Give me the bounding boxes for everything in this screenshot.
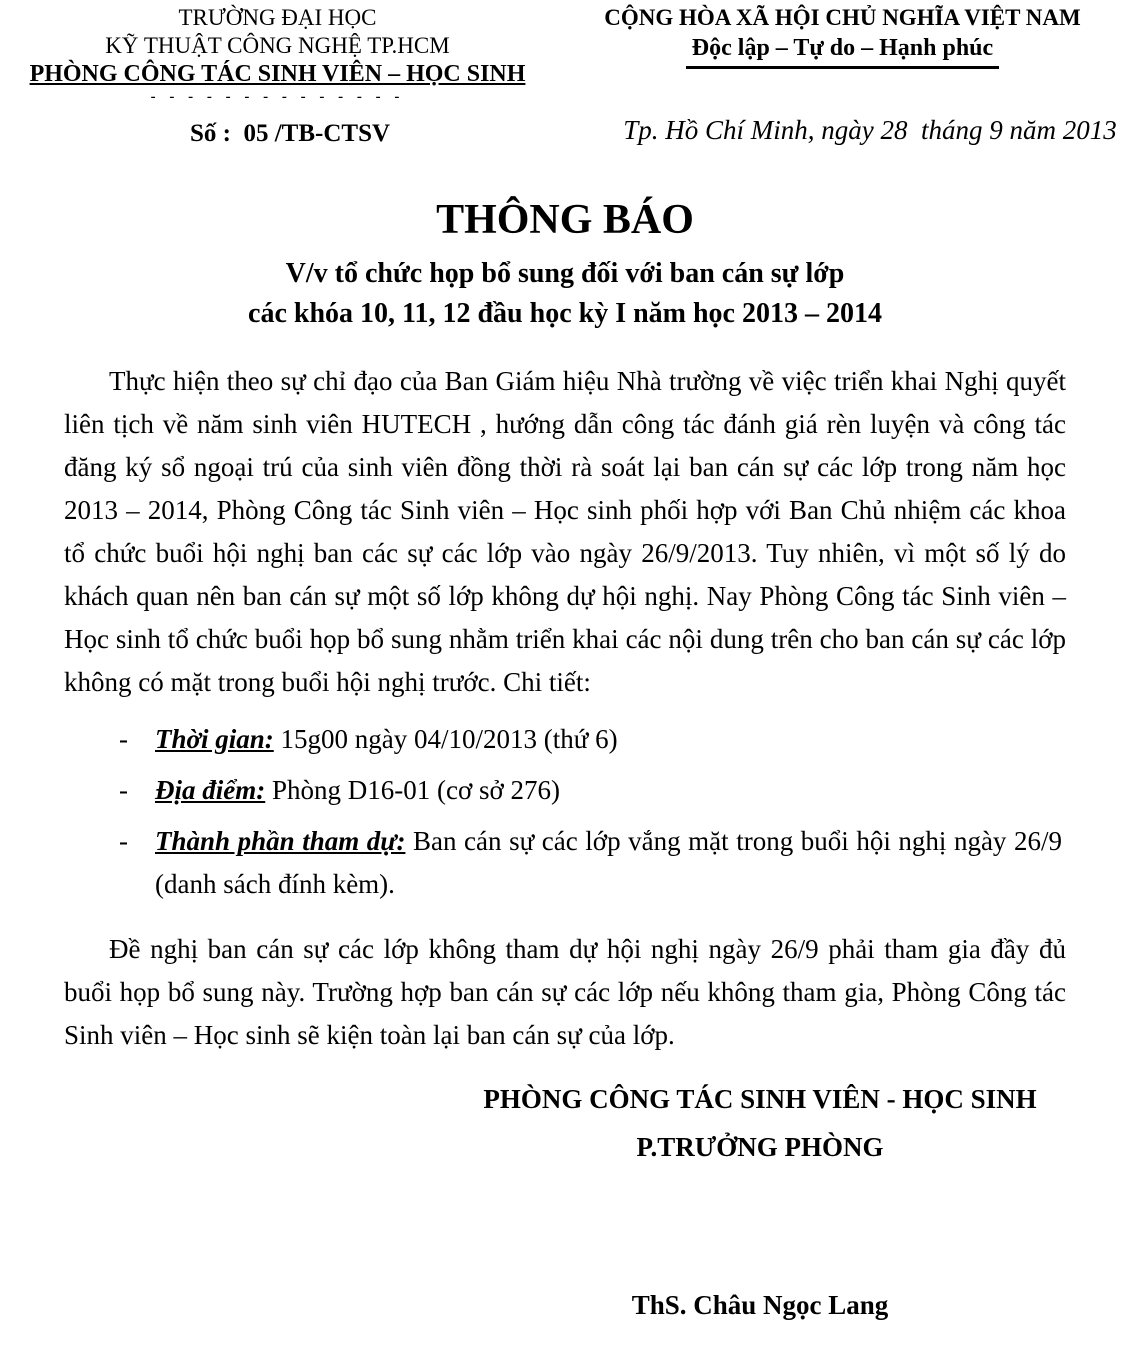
signature-org: PHÒNG CÔNG TÁC SINH VIÊN - HỌC SINH <box>483 1084 1037 1114</box>
separator-dashes: - - - - - - - - - - - - - - <box>150 89 405 105</box>
document-subtitle-line-1: V/v tổ chức họp bổ sung đối với ban cán sự lớp <box>285 258 845 289</box>
title-block <box>0 196 1130 334</box>
document-title: THÔNG BÁO <box>436 197 694 243</box>
list-item-time <box>119 718 1066 761</box>
body-paragraph-1: Thực hiện theo sự chỉ đạo của Ban Giám hiệu Nhà trường về việc triển khai Nghị quyết liên tịch về năm sinh viên HUTECH , hướng dẫn công tác đánh giá rèn luyện và công tác đăng ký sổ ngoại trú của sinh viên đồng thời rà soát lại ban cán sự các lớp trong năm học 2013 – 2014, Phòng Công tác Sinh viên – Học sinh phối hợp với Ban Chủ nhiệm các khoa tổ chức buổi hội nghị ban các sự các lớp vào ngày 26/9/2013. Tuy nhiên, vì một số lý do khách quan nên ban cán sự một số lớp không dự hội nghị. Nay Phòng Công tác Sinh viên – Học sinh tổ chức buổi họp bổ sung nhằm triển khai các nội dung trên cho ban cán sự các lớp không có mặt trong buổi hội nghị trước. Chi tiết: <box>64 366 1066 697</box>
list-item-text: 15g00 ngày 04/10/2013 (thứ 6) <box>273 724 618 754</box>
list-item-text: Phòng D16-01 (cơ sở 276) <box>265 775 561 805</box>
body-paragraph-2: Đề nghị ban cán sự các lớp không tham dự hội nghị ngày 26/9 phải tham gia đầy đủ buổi họp bổ sung này. Trường hợp ban cán sự các lớp nếu không tham gia, Phòng Công tác Sinh viên – Học sinh sẽ kiện toàn lại ban cán sự của lớp. <box>64 934 1066 1050</box>
country-name-line: CỘNG HÒA XÃ HỘI CHỦ NGHĨA VIỆT NAM <box>604 5 1081 30</box>
org-name-line-2: KỸ THUẬT CÔNG NGHỆ TP.HCM <box>105 33 450 58</box>
list-item-text: Ban cán sự các lớp vắng mặt trong buổi hội nghị ngày 26/9 (danh sách đính kèm). <box>155 826 1062 899</box>
list-item-marker: - <box>119 724 128 754</box>
document-subtitle-line-2: các khóa 10, 11, 12 đầu học kỳ I năm học 2013 – 2014 <box>248 298 882 329</box>
signature-name: ThS. Châu Ngọc Lang <box>631 1290 889 1320</box>
list-item-label: Địa điểm: <box>155 775 266 805</box>
list-item-content <box>155 718 1066 761</box>
list-item-marker: - <box>119 775 128 805</box>
signature-block <box>420 1083 1100 1321</box>
org-name-line-1: TRƯỜNG ĐẠI HỌC <box>178 5 377 30</box>
document-header <box>0 0 1130 148</box>
document-number: Số : 05 /TB-CTSV <box>190 120 391 147</box>
details-list <box>119 718 1066 906</box>
national-motto-block <box>555 4 1130 148</box>
department-name-line: PHÒNG CÔNG TÁC SINH VIÊN – HỌC SINH <box>29 61 526 87</box>
list-item-label: Thành phần tham dự: <box>155 826 406 856</box>
document-body <box>64 360 1066 1057</box>
motto-line: Độc lập – Tự do – Hạnh phúc <box>686 34 999 69</box>
place-date-line: Tp. Hồ Chí Minh, ngày 28 tháng 9 năm 2013 <box>623 115 1117 145</box>
list-item-marker: - <box>119 826 128 856</box>
signature-role: P.TRƯỞNG PHÒNG <box>636 1132 884 1162</box>
issuing-org-block <box>0 4 555 148</box>
list-item-label: Thời gian: <box>155 724 274 754</box>
list-item-participants <box>119 820 1066 906</box>
list-item-content <box>155 769 1066 812</box>
list-item-content <box>155 820 1066 906</box>
list-item-location <box>119 769 1066 812</box>
